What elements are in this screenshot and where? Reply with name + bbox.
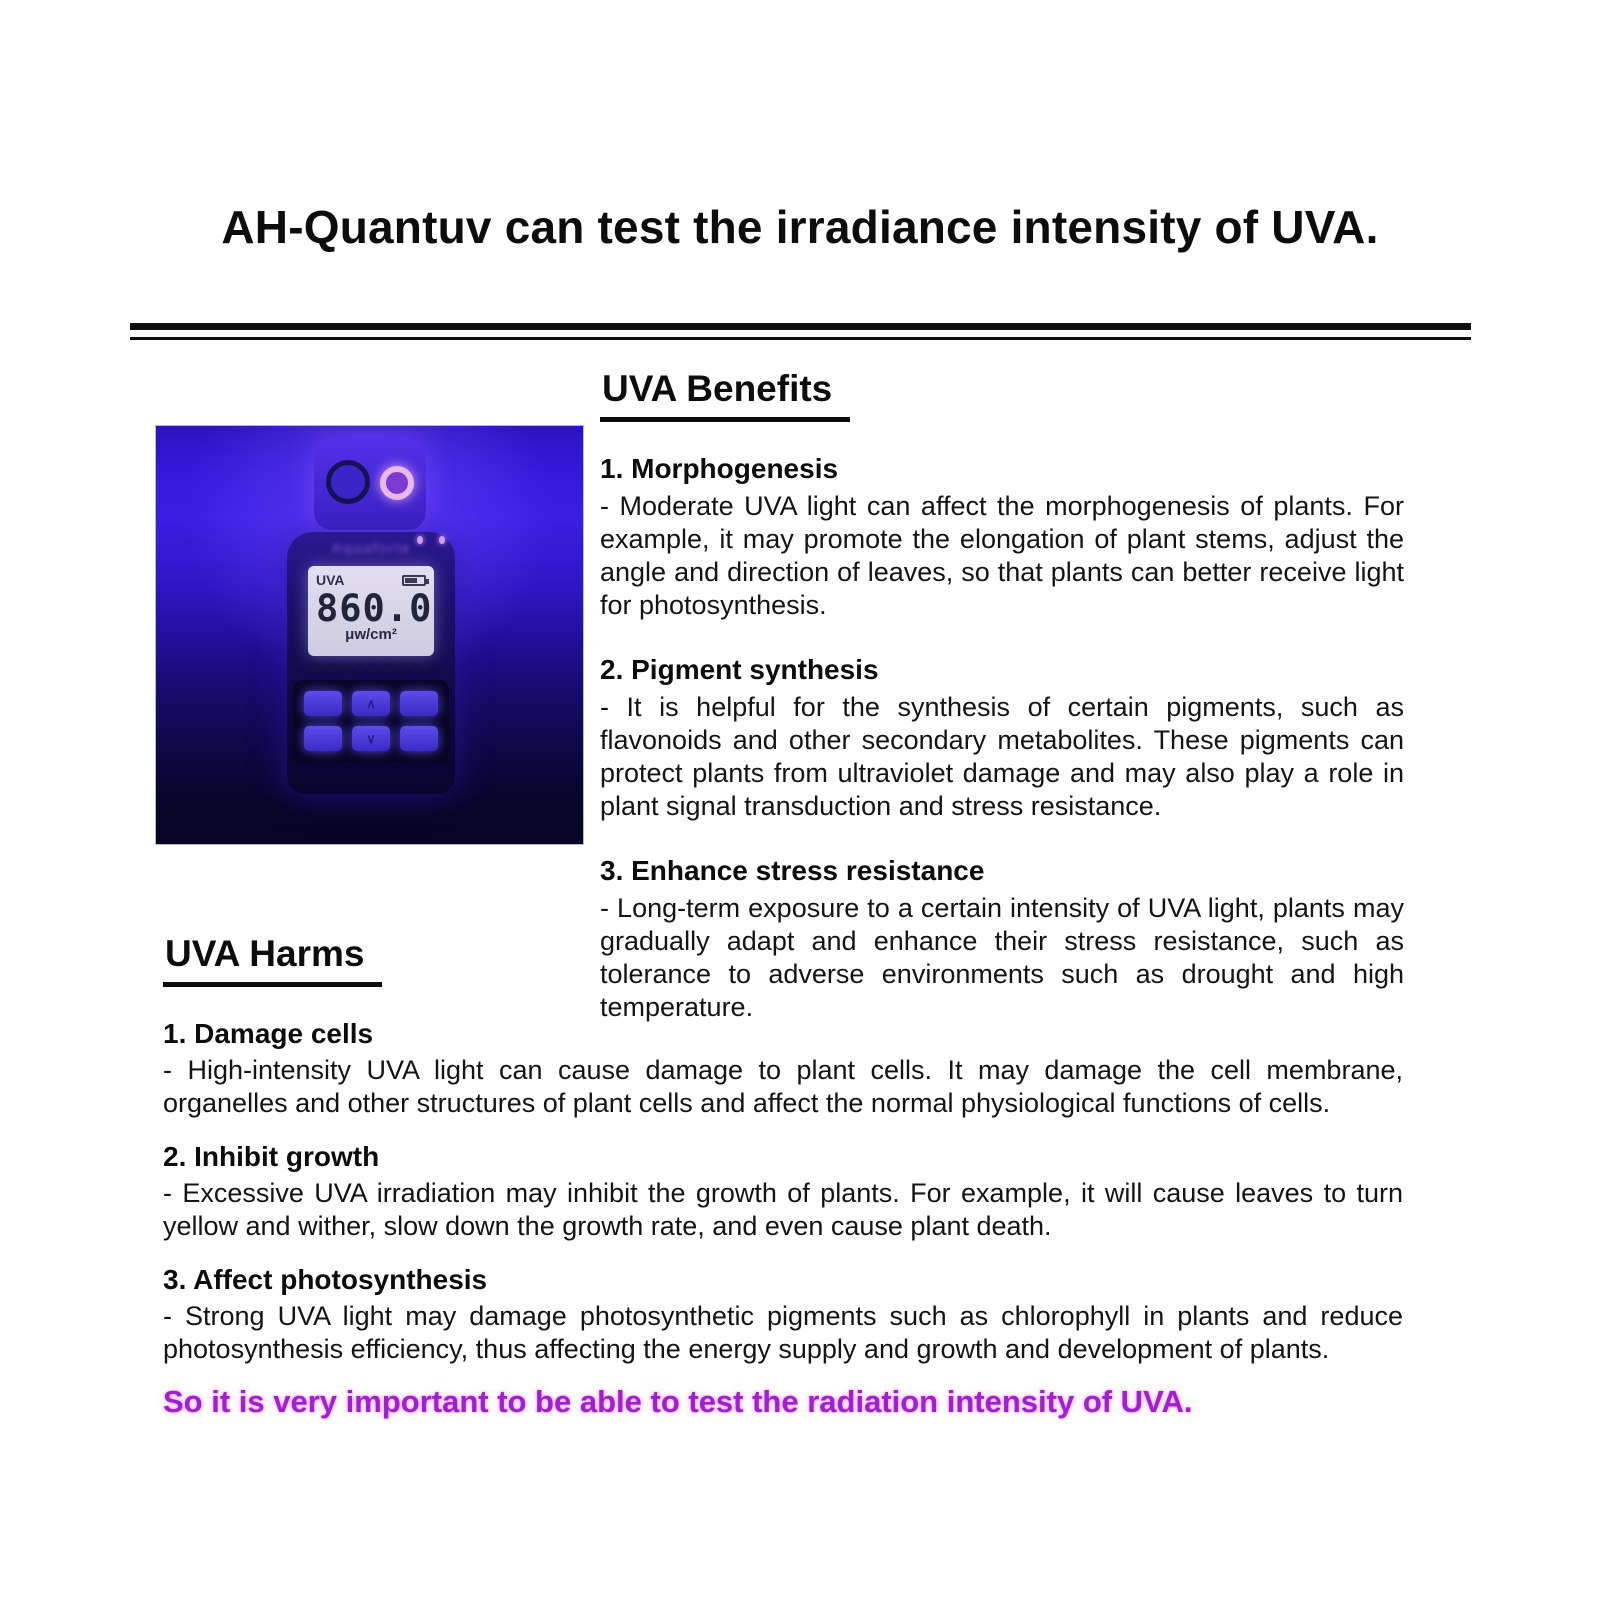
keypad-up-button: ∧ <box>352 691 390 716</box>
page-title: AH-Quantuv can test the irradiance intensity of UVA. <box>221 201 1379 253</box>
benefit-item <box>600 452 1404 622</box>
harm-item <box>163 1017 1403 1120</box>
benefit-item-body: - It is helpful for the synthesis of certain pigments, such as flavonoids and other secondary metabolites. These pigments can protect plants from ultraviolet damage and may also play a role in plant signal transduction and stress resistance. <box>600 692 1404 821</box>
lcd-reading-unit: μw/cm² <box>345 626 397 643</box>
indicator-led-icon <box>417 536 423 544</box>
harm-item <box>163 1263 1403 1366</box>
keypad-button <box>400 691 438 716</box>
harms-heading: UVA Harms <box>163 933 382 987</box>
benefit-item-body: - Long-term exposure to a certain intensity of UVA light, plants may gradually adapt and enhance their stress resistance, such as tolerance to adverse environments such as drought and high temperature. <box>600 893 1404 1022</box>
harm-item-title: 3. Affect photosynthesis <box>163 1264 488 1295</box>
conclusion-text: So it is very important to be able to test the radiation intensity of UVA. <box>163 1384 1193 1419</box>
lcd-mode-label: UVA <box>316 572 345 588</box>
harm-item-body: - Excessive UVA irradiation may inhibit the growth of plants. For example, it will cause leaves to turn yellow and wither, slow down the growth rate, and even cause plant death. <box>163 1178 1403 1241</box>
keypad-button <box>304 691 342 716</box>
device-keypad <box>293 680 449 762</box>
benefits-section <box>600 368 1404 1024</box>
title-divider-thick <box>130 323 1471 330</box>
harm-item-title: 1. Damage cells <box>163 1018 374 1049</box>
keypad-button <box>400 726 438 751</box>
device-sensor-head <box>314 438 426 530</box>
benefit-item-title: 3. Enhance stress resistance <box>600 855 985 886</box>
device-lcd-screen <box>308 566 434 656</box>
benefit-item-title: 1. Morphogenesis <box>600 453 839 484</box>
harm-item <box>163 1140 1403 1243</box>
device-sublabel-text <box>313 664 429 672</box>
device-photo <box>155 425 584 845</box>
harm-item-body: - High-intensity UVA light can cause damage to plant cells. It may damage the cell membrane, organelles and other structures of plant cells and affect the normal physiological functions of cells. <box>163 1055 1403 1118</box>
title-divider-thin <box>130 337 1471 340</box>
battery-fill <box>405 578 417 583</box>
benefits-heading: UVA Benefits <box>600 368 850 422</box>
lcd-reading-value: 860.0 <box>316 587 433 630</box>
benefit-item <box>600 653 1404 823</box>
uv-sensor-lens-icon <box>326 460 370 504</box>
benefit-item-title: 2. Pigment synthesis <box>600 654 879 685</box>
uv-sensor-ring-icon <box>380 466 414 500</box>
keypad-down-button: ∨ <box>352 726 390 751</box>
benefit-item-body: - Moderate UVA light can affect the morphogenesis of plants. For example, it may promote the elongation of plant stems, adjust the angle and direction of leaves, so that plants can better receive light for photosynthesis. <box>600 491 1404 620</box>
harm-item-title: 2. Inhibit growth <box>163 1141 380 1172</box>
keypad-button <box>304 726 342 751</box>
harm-item-body: - Strong UVA light may damage photosynthetic pigments such as chlorophyll in plants and reduce photosynthesis efficiency, thus affecting the energy supply and growth and development of plants. <box>163 1301 1403 1364</box>
battery-icon <box>402 575 426 586</box>
device-body <box>287 532 455 794</box>
device-brand-text: Aquaforte <box>331 540 411 557</box>
indicator-led-icon <box>439 536 445 544</box>
harms-section <box>163 933 1403 1420</box>
